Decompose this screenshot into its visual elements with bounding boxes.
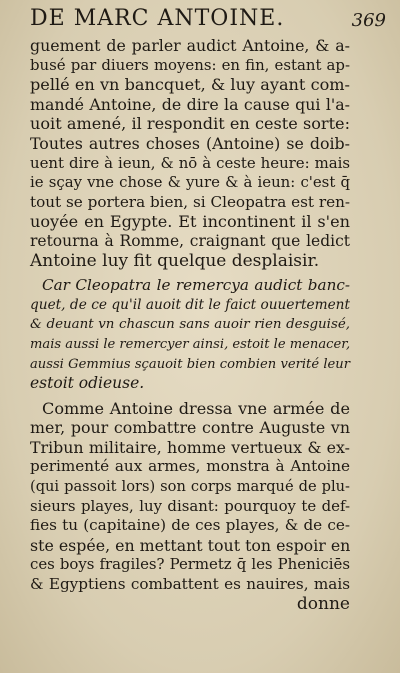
running-title: DE MARC ANTOINE. [30, 6, 285, 31]
text-line: ie sçay vne chose & yure & à ieun: c'est q̄ [30, 173, 350, 192]
text-line: uoyée en Egypte. Et incontinent il s'en [30, 212, 350, 232]
text-line: pellé en vn bancquet, & luy ayant com- [30, 75, 350, 95]
text-line: mais aussi le remercyer ainsi, estoit le menacer, [30, 336, 351, 352]
text-line: fies tu (capitaine) de ces playes, & de ce- [30, 516, 350, 535]
text-line: busé par diuers moyens: en fin, estant ap- [30, 55, 350, 74]
text-line: uoit amené, il respondit en ceste sorte: [30, 114, 350, 134]
page-number: 369 [351, 10, 386, 31]
text-line: ces boys fragiles? Permetz q̄ les Pheniciēs [30, 555, 350, 574]
text-line: tout se portera bien, si Cleopatra est ren- [30, 192, 350, 211]
catchword: donne [296, 593, 350, 614]
page-header [30, 6, 386, 36]
text-line: mandé Antoine, de dire la cause qui l'a- [30, 94, 350, 114]
text-line: quet, de ce qu'il auoit dit le faict ouuertement [30, 296, 350, 313]
text-line: & deuant vn chascun sans auoir rien desguisé, [30, 317, 350, 333]
text-line: estoit odieuse. [30, 374, 145, 393]
text-line: & Egyptiens combattent es nauires, mais [30, 575, 350, 594]
text-line: retourna à Romme, craignant que ledict [30, 231, 350, 250]
text-line: mer, pour combattre contre Auguste vn [30, 418, 350, 438]
text-line: guement de parler audict Antoine, & a- [30, 36, 350, 55]
text-line: aussi Gemmius sçauoit bien combien verité leur [30, 356, 350, 372]
text-line: Car Cleopatra le remercya audict banc- [42, 276, 350, 295]
text-line: sieurs playes, luy disant: pourquoy te def- [30, 496, 350, 515]
text-body [30, 36, 350, 614]
text-line: perimenté aux armes, monstra à Antoine [30, 457, 350, 476]
text-line: (qui passoit lors) son corps marqué de plu- [30, 478, 350, 496]
paragraph-2-italic [30, 276, 350, 394]
text-line: Antoine luy fit quelque desplaisir. [30, 250, 320, 271]
text-line: uent dire à ieun, & nō à ceste heure: mais [30, 153, 350, 172]
text-line: ste espée, en mettant tout ton espoir en [30, 535, 351, 555]
text-line: Comme Antoine dressa vne armée de [42, 398, 350, 418]
text-line: Tribun militaire, homme vertueux & ex- [30, 437, 350, 457]
paragraph-1 [30, 36, 350, 271]
text-line: Toutes autres choses (Antoine) se doib- [30, 133, 350, 153]
paragraph-3 [30, 399, 350, 615]
